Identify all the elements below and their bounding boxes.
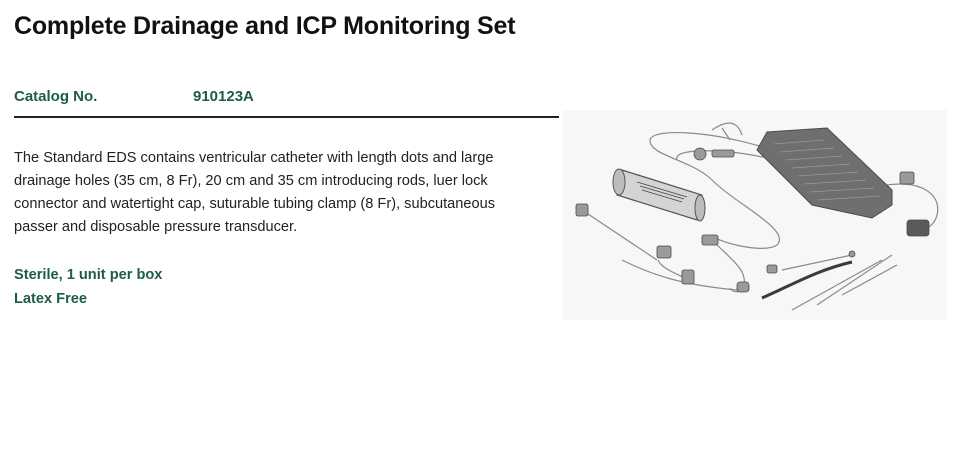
catalog-row	[14, 88, 559, 118]
product-illustration	[562, 110, 947, 320]
page-title: Complete Drainage and ICP Monitoring Set	[14, 12, 516, 40]
product-description: The Standard EDS contains ventricular catheter with length dots and large drainage holes (35 cm, 8 Fr), 20 cm and 35 cm introducing rods, luer lock connector and watertight cap, suturable tubing clamp (8 Fr), subcutaneous passer and disposable pressure transducer.	[14, 150, 496, 235]
catalog-number: 910123A	[193, 88, 254, 105]
feature-sterile: Sterile, 1 unit per box	[14, 267, 163, 283]
feature-latex-free: Latex Free	[14, 291, 88, 307]
catalog-label: Catalog No.	[14, 88, 98, 105]
feature-list	[14, 263, 162, 311]
